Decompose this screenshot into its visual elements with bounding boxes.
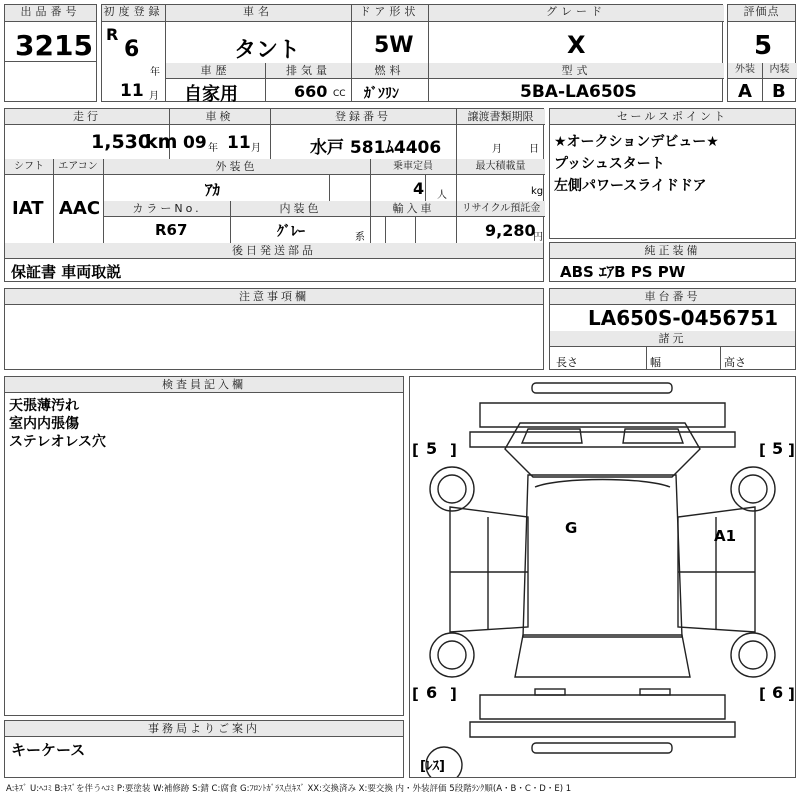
interior-color-unit: 系 (355, 232, 365, 243)
car-history: 自家用 (184, 84, 238, 105)
equipment-label: 純正装備 (550, 243, 795, 259)
tire-rl-bracket-right: ] (450, 685, 457, 703)
door-type: 5W (374, 33, 414, 58)
damage-mark-g: G (565, 519, 578, 537)
door-label: ドア形状 (351, 5, 428, 22)
interior-color: ｸﾞﾚｰ (277, 224, 305, 240)
capacity-label: 乗車定員 (370, 159, 456, 175)
shift: IAT (12, 198, 44, 219)
displacement-unit: CC (333, 89, 346, 99)
grade-label: グレード (428, 5, 724, 22)
notes-box (4, 288, 544, 370)
exterior-color: ｱｶ (205, 181, 221, 199)
car-outline-diagram (410, 377, 795, 777)
mileage-label: 走行 (5, 109, 169, 125)
aircon-label: エアコン (53, 159, 103, 175)
tire-rear-left-depth: 6 (426, 683, 438, 702)
sales-point-3: 左側パワースライドドア (554, 178, 707, 194)
inspection-year-unit: 年 (208, 143, 218, 154)
recycle-label: リサイクル預託金 (457, 201, 545, 217)
transfer-month-unit: 月 (492, 144, 502, 155)
specs-label: 諸元 (550, 331, 795, 347)
office-note: キーケース (11, 741, 86, 759)
history-label: 車歴 (166, 63, 265, 79)
inspection-month-unit: 月 (251, 143, 261, 154)
damage-mark-a1: A1 (714, 527, 737, 545)
equipment: ABS ｴｱB PS PW (560, 263, 686, 281)
inspector-note-3: ステレオレス穴 (9, 434, 107, 450)
sales-point-1: ★オークションデビュー★ (554, 134, 719, 150)
tire-front-left-depth: 5 (426, 439, 438, 458)
capacity-unit: 人 (437, 190, 447, 201)
year-unit: 年 (150, 67, 160, 78)
office-label: 事務局よりご案内 (5, 721, 403, 737)
mileage: 1,530 (91, 131, 152, 153)
displacement-label: 排気量 (266, 63, 351, 79)
tire-rl-bracket-left: [ (412, 685, 419, 703)
inspector-box (4, 376, 404, 716)
legend-line: A:ｷｽﾞ U:ﾍｺﾐ B:ｷｽﾞを伴うﾍｺﾐ P:要塗装 W:補修跡 S:錆 C:腐食 G:ﾌﾛﾝﾄｶﾞﾗｽ点ｷｽﾞ XX:交換済み X:要交換 内・外装評価 5段階ﾗﾝｸ順(A・B・C・D・E) 1 (6, 784, 572, 794)
lot-number-cell (4, 4, 97, 102)
first-reg-month: 11 (120, 81, 144, 101)
recycle-fee: 9,280 (485, 221, 536, 240)
car-name-label: 車名 (165, 5, 351, 22)
int-color-label: 内装色 (231, 201, 370, 217)
width-label: 幅 (650, 356, 661, 369)
spare-tire-bracket: [ﾚｽ] (420, 759, 445, 774)
score-label: 評価点 (728, 5, 795, 22)
max-load-unit: kg (531, 186, 544, 197)
sales-points-label: セールスポイント (550, 109, 795, 125)
office-box (4, 720, 404, 778)
chassis-label: 車台番号 (550, 289, 795, 305)
mileage-unit: km (145, 131, 178, 153)
color-number: R67 (155, 221, 188, 239)
sales-points-box (549, 108, 796, 239)
tire-rr-bracket-left: [ (759, 685, 766, 703)
tire-fr-bracket-right: ] (788, 441, 795, 459)
registration-number: 水戸 581ﾑ4406 (310, 138, 442, 158)
inspection-label: 車検 (169, 109, 270, 125)
era-letter: R (106, 25, 119, 44)
max-load-label: 最大積載量 (456, 159, 545, 175)
transfer-label: 譲渡書類期限 (456, 109, 545, 125)
tire-fr-bracket-left: [ (759, 441, 766, 459)
interior-label: 内装 (762, 63, 797, 79)
length-label: 長さ (556, 356, 578, 369)
inspector-label: 検査員記入欄 (5, 377, 403, 393)
month-unit: 月 (149, 91, 159, 102)
fuel-label: 燃料 (351, 63, 428, 79)
grade: X (567, 31, 586, 59)
sales-point-2: プッシュスタート (554, 156, 665, 172)
ext-color-label: 外装色 (103, 159, 370, 175)
spare-tire-status: ﾚｽ (425, 759, 439, 774)
capacity: 4 (413, 179, 425, 198)
color-no-label: カラーNo. (104, 201, 230, 217)
tire-rr-bracket-right: ] (788, 685, 795, 703)
import-label: 輸入車 (371, 201, 456, 217)
tire-front-right-depth: 5 (772, 439, 784, 458)
aircon: AAC (59, 198, 101, 219)
tire-rear-right-depth: 6 (772, 683, 784, 702)
score: 5 (754, 31, 773, 61)
displacement: 660 (294, 82, 328, 101)
inspection-month: 11 (227, 133, 251, 153)
detail-table (4, 108, 544, 282)
recycle-unit: 円 (533, 232, 543, 243)
model-code: 5BA-LA650S (520, 82, 637, 102)
tire-fl-bracket-left: [ (412, 441, 419, 459)
vehicle-info-table (101, 4, 723, 105)
equipment-box (549, 242, 796, 282)
later-parts-label: 後日発送部品 (5, 243, 543, 259)
first-reg-label: 初度登録 (102, 5, 165, 22)
transfer-day-unit: 日 (529, 144, 539, 155)
exterior-label: 外装 (728, 63, 762, 79)
tire-fl-bracket-right: ] (450, 441, 457, 459)
lot-number-label: 出品番号 (5, 5, 96, 22)
shift-label: シフト (5, 159, 53, 175)
reg-no-label: 登録番号 (270, 109, 456, 125)
damage-diagram (409, 376, 796, 778)
interior-grade: B (772, 81, 786, 102)
inspector-note-2: 室内内張傷 (9, 416, 79, 432)
chassis-box (549, 288, 796, 370)
fuel: ｶﾞｿﾘﾝ (364, 86, 399, 102)
lot-number: 3215 (15, 29, 93, 62)
exterior-grade: A (738, 81, 752, 102)
inspection-year: 09 (183, 133, 207, 153)
score-cell (727, 4, 796, 102)
notes-label: 注意事項欄 (5, 289, 543, 305)
inspector-note-1: 天張薄汚れ (9, 398, 79, 414)
first-reg-year: 6 (124, 37, 140, 62)
height-label: 高さ (724, 356, 746, 369)
car-name: タント (234, 38, 301, 63)
later-parts: 保証書 車両取説 (11, 263, 122, 281)
model-label: 型式 (429, 63, 724, 79)
chassis-number: LA650S-0456751 (588, 306, 779, 330)
